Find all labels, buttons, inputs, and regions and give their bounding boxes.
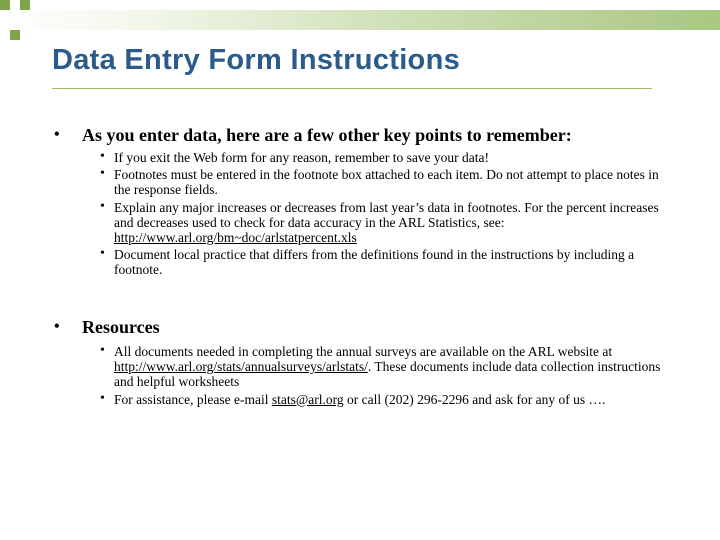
list-item <box>100 198 672 246</box>
bullet-list <box>52 344 672 407</box>
bullet-icon: • <box>100 246 105 262</box>
bullet-icon: • <box>54 318 60 335</box>
list-item-text: . These documents include data collection instructions and helpful worksheets <box>114 359 661 390</box>
header-gradient-bar <box>0 10 720 30</box>
bullet-icon: • <box>100 166 105 182</box>
list-item-text: All documents needed in completing the annual surveys are available on the ARL website at <box>114 344 613 359</box>
list-item-text: or call (202) 296-2296 and ask for any of us …. <box>343 391 606 407</box>
bullet-icon: • <box>100 343 105 358</box>
section-key-points <box>52 124 672 278</box>
list-item <box>100 343 672 390</box>
list-item-text: If you exit the Web form for any reason, remember to save your data! <box>114 150 490 165</box>
section-heading-text: As you enter data, here are a few other key points to remember: <box>82 125 572 145</box>
bullet-list <box>52 150 672 278</box>
list-item-text: Explain any major increases or decreases from last year’s data in footnotes. For the percent increases and decreases used to check for data accuracy in the ARL Statistics, see: <box>114 199 659 230</box>
section-heading-text: Resources <box>82 317 160 337</box>
section-heading <box>52 316 672 338</box>
list-item-text: Document local practice that differs from the definitions found in the instructions by including a footnote. <box>114 247 635 278</box>
list-item-text: Footnotes must be entered in the footnote box attached to each item. Do not attempt to place notes in the response fields. <box>114 167 659 198</box>
list-item <box>100 390 672 407</box>
percent-xls-link[interactable]: http://www.arl.org/bm~doc/arlstatpercent.xls <box>114 230 357 246</box>
section-resources <box>52 316 672 407</box>
arlstats-link[interactable]: http://www.arl.org/stats/annualsurveys/arlstats/ <box>114 359 368 375</box>
title-divider <box>52 88 652 89</box>
bullet-icon: • <box>100 390 105 406</box>
list-item-text: For assistance, please e-mail <box>114 391 272 407</box>
slide-title: Data Entry Form Instructions <box>52 44 461 76</box>
bullet-icon: • <box>100 198 105 214</box>
email-link[interactable]: stats@arl.org <box>271 391 344 407</box>
bullet-icon: • <box>54 126 60 143</box>
bullet-icon: • <box>100 149 105 164</box>
section-heading <box>52 124 672 146</box>
list-item <box>100 246 672 278</box>
list-item <box>100 166 672 198</box>
list-item <box>100 149 672 165</box>
